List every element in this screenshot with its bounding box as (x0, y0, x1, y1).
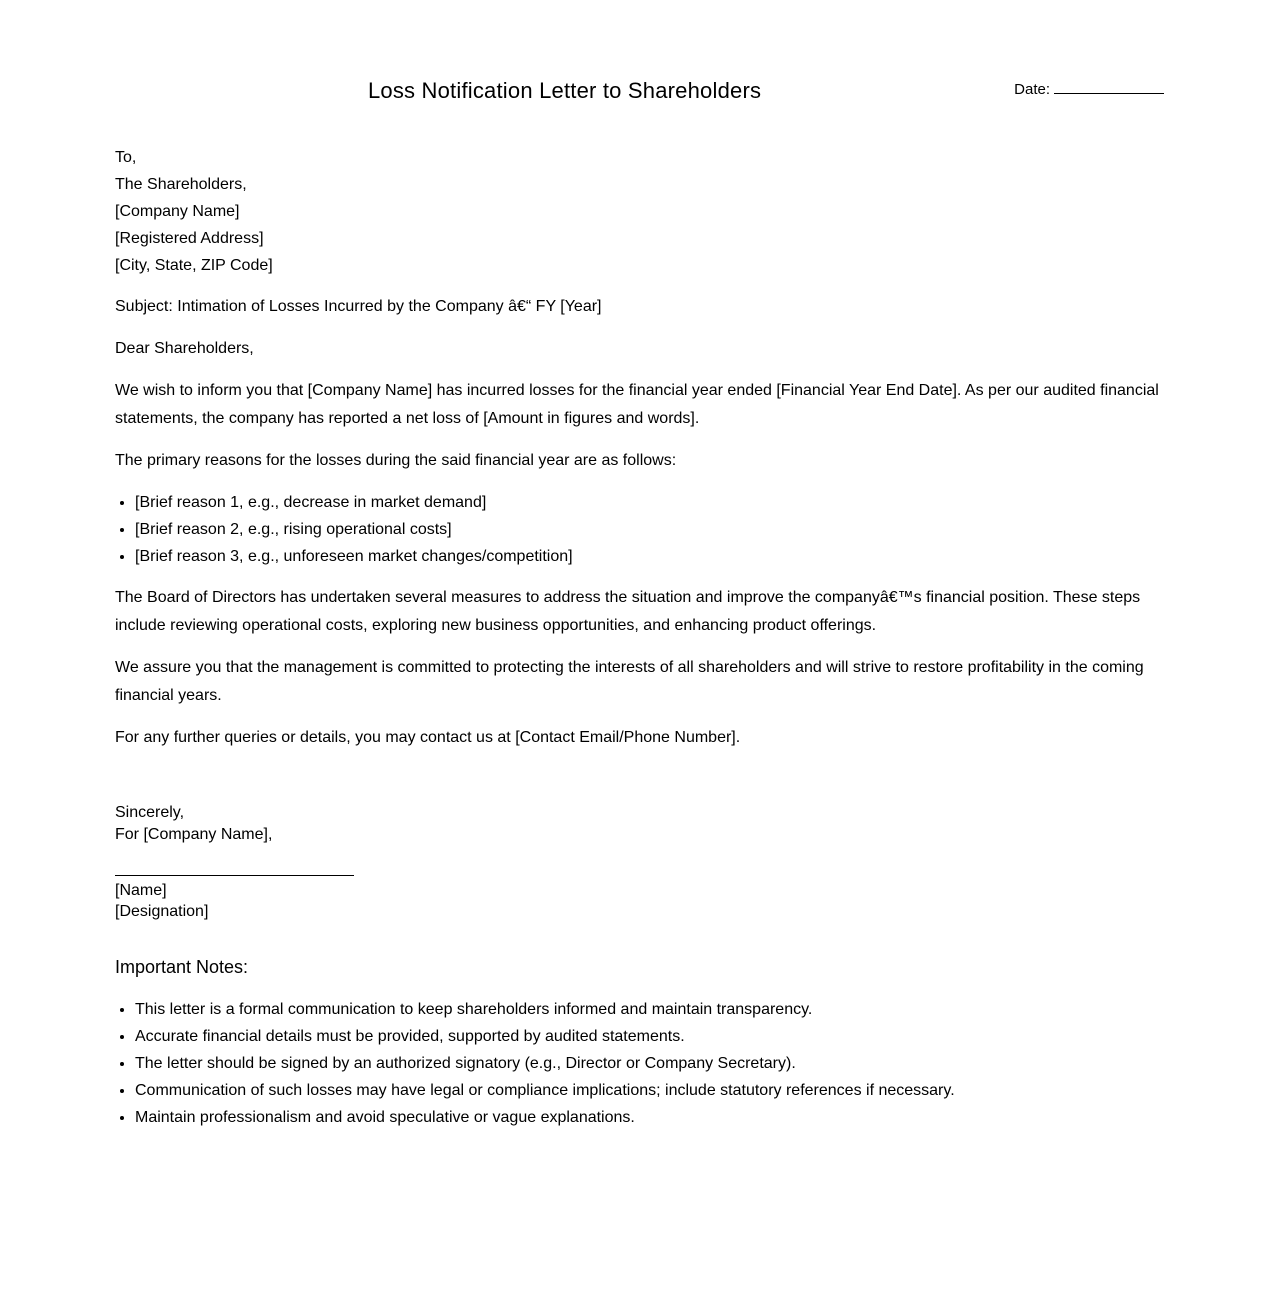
note-item: • The letter should be signed by an authorized signatory (e.g., Director or Company Secretary). (135, 1050, 1164, 1077)
recipient-line: [Company Name] (115, 203, 240, 221)
salutation: Dear Shareholders, (115, 340, 254, 358)
note-item: • Maintain professionalism and avoid speculative or vague explanations. (135, 1104, 1164, 1131)
paragraph-contact: For any further queries or details, you may contact us at [Contact Email/Phone Number]. (115, 729, 741, 747)
signatory-block (115, 880, 1164, 922)
signature-for-company: For [Company Name], (115, 826, 273, 844)
notes-list (115, 996, 1164, 1131)
recipient-line: [Registered Address] (115, 230, 264, 248)
recipient-block (115, 144, 1164, 279)
paragraph-losses: We wish to inform you that [Company Name] has incurred losses for the financial year ended [Financial Year End Date]. As per our audited financial statements, the company has reported a net loss of [Amount in figures and words]. (115, 382, 1159, 428)
reasons-list (115, 489, 1164, 570)
reason-item: • [Brief reason 1, e.g., decrease in market demand] (135, 489, 1164, 516)
letter-body (115, 144, 1164, 1131)
note-item: • Accurate financial details must be provided, supported by audited statements. (135, 1023, 1164, 1050)
date-blank-line (1054, 81, 1164, 94)
signatory-name: [Name] (115, 882, 167, 900)
signature-block (115, 802, 1164, 846)
note-item: • This letter is a formal communication to keep shareholders informed and maintain transparency. (135, 996, 1164, 1023)
reason-item: • [Brief reason 3, e.g., unforeseen market changes/competition] (135, 543, 1164, 570)
recipient-line: [City, State, ZIP Code] (115, 257, 273, 275)
notes-heading: Important Notes: (115, 957, 249, 978)
signatory-designation: [Designation] (115, 903, 209, 921)
note-item: • Communication of such losses may have legal or compliance implications; include statutory references if necessary. (135, 1077, 1164, 1104)
letter-header (115, 78, 1164, 104)
paragraph-reasons-intro: The primary reasons for the losses during the said financial year are as follows: (115, 452, 677, 470)
signature-sincerely: Sincerely, (115, 804, 185, 822)
signature-blank-line (115, 875, 354, 876)
date-field (1014, 78, 1164, 98)
date-label: Date: (1014, 81, 1050, 98)
subject-line: Subject: Intimation of Losses Incurred by the Company â€“ FY [Year] (115, 298, 602, 316)
paragraph-assurance: We assure you that the management is committed to protecting the interests of all shareholders and will strive to restore profitability in the coming financial years. (115, 659, 1144, 705)
recipient-line: To, (115, 149, 137, 167)
recipient-line: The Shareholders, (115, 176, 247, 194)
page-title: Loss Notification Letter to Shareholders (367, 78, 762, 103)
reason-item: • [Brief reason 2, e.g., rising operational costs] (135, 516, 1164, 543)
paragraph-board-measures: The Board of Directors has undertaken several measures to address the situation and improve the companyâ€™s financial position. These steps include reviewing operational costs, exploring new business opportunities, and enhancing product offerings. (115, 589, 1141, 635)
